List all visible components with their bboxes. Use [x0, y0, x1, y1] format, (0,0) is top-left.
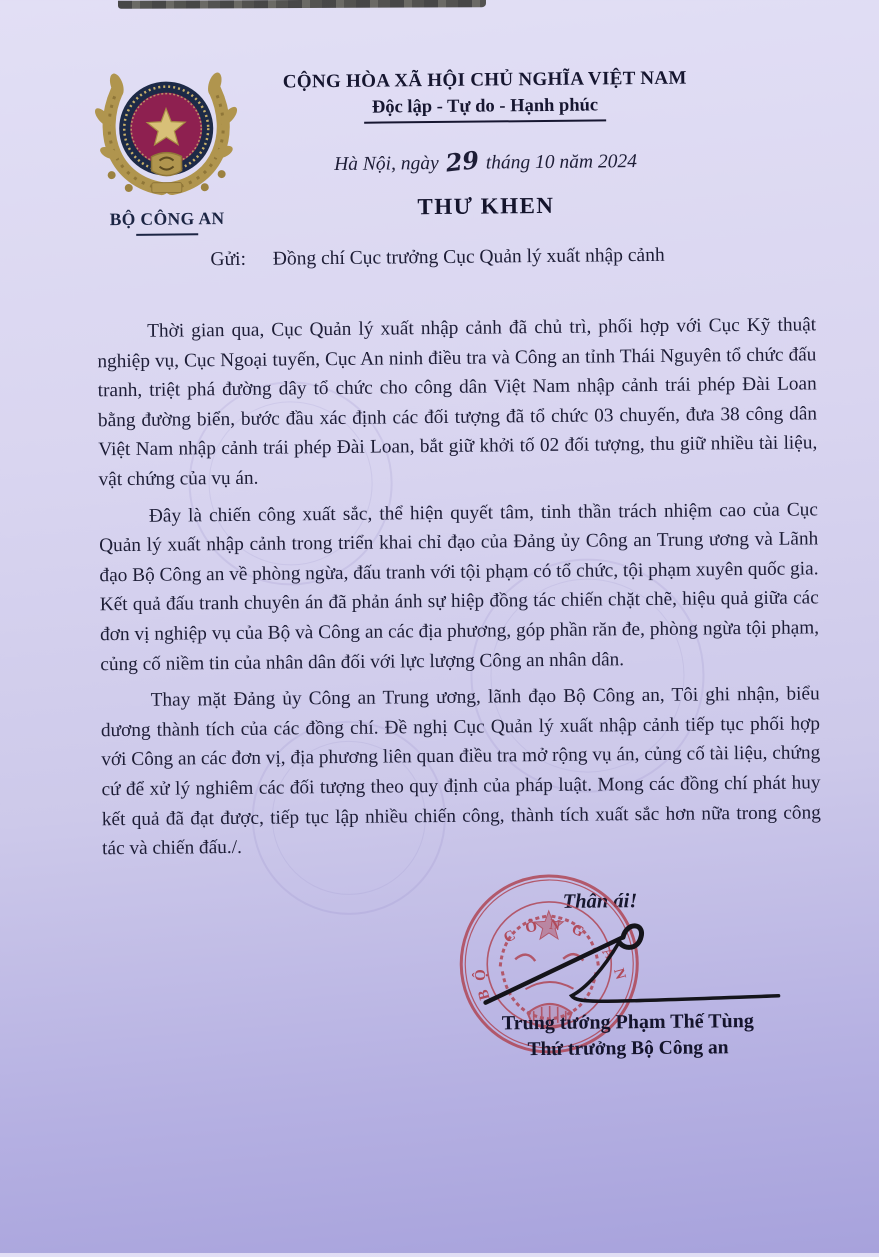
document-title: THƯ KHEN	[417, 192, 555, 220]
recipient-label: Gửi:	[210, 248, 247, 271]
ministry-emblem-block	[81, 56, 253, 237]
handwritten-day: 29	[444, 144, 481, 178]
national-header	[245, 67, 725, 125]
seal-text-left: BỘ	[472, 961, 494, 1002]
ministry-emblem-icon	[81, 56, 252, 203]
ministry-underline	[136, 233, 198, 236]
recipient-value: Đồng chí Cục trưởng Cục Quản lý xuất nhập cảnh	[272, 244, 665, 270]
date-line	[245, 143, 725, 177]
recipient-line	[210, 245, 664, 271]
date-prefix: Hà Nội, ngày	[334, 152, 439, 175]
signer-block	[456, 1010, 800, 1062]
paragraph-1: Thời gian qua, Cục Quản lý xuất nhập cảnh đã chủ trì, phối hợp với Cục Kỹ thuật nghiệp vụ, Cục Ngoại tuyến, Cục An ninh điều tra và Công an tỉnh Thái Nguyên tổ chức đấu tranh, triệt phá đường dây tổ chức cho công dân Việt Nam nhập cảnh trái phép Đài Loan bằng đường biển, bước đầu xác định các đối tượng đã tổ chức 03 chuyến, đưa 38 công dân Việt Nam nhập cảnh trái phép Đài Loan, bắt giữ khởi tố 02 đối tượng, thu giữ nhiều tài liệu, vật chứng của vụ án.	[97, 314, 818, 491]
ministry-name: BỘ CÔNG AN	[109, 208, 225, 230]
paragraph-2: Đây là chiến công xuất sắc, thể hiện quyết tâm, tinh thần trách nhiệm cao của Cục Quản lý xuất nhập cảnh trong triển khai chỉ đạo của Đảng ủy Công an Trung ương và Lãnh đạo Bộ Công an về phòng ngừa, đấu tranh với tội phạm có tổ chức, tội phạm xuyên quốc gia. Kết quả đấu tranh chuyên án đã phản ánh sự hiệp đồng tác chiến chặt chẽ, hiệu quả giữa các đơn vị nghiệp vụ của Bộ và Công an các địa phương, góp phần răn đe, phòng ngừa tội phạm, củng cố niềm tin của nhân dân đối với lực lượng Công an nhân dân.	[99, 498, 820, 675]
national-motto-line1: CỘNG HÒA XÃ HỘI CHỦ NGHĨA VIỆT NAM	[282, 67, 687, 93]
letter-body	[97, 310, 821, 871]
seal-text-top: CÔNG AN	[501, 916, 632, 992]
signer-rank-name: Trung tướng Phạm Thế Tùng	[501, 1010, 754, 1035]
national-motto-line2: Độc lập - Tự do - Hạnh phúc	[364, 95, 606, 123]
signature-ink	[443, 891, 814, 1025]
signer-title: Thứ trưởng Bộ Công an	[527, 1037, 729, 1061]
paragraph-3: Thay mặt Đảng ủy Công an Trung ương, lãnh đạo Bộ Công an, Tôi ghi nhận, biểu dương thành tích của các đồng chí. Đề nghị Cục Quản lý xuất nhập cảnh tiếp tục phối hợp với Công an các đơn vị, địa phương liên quan điều tra mở rộng vụ án, củng cố tài liệu, chứng cứ để xử lý nghiêm các đối tượng theo quy định của pháp luật. Mong các đồng chí phát huy kết quả đã đạt được, tiếp tục lập nhiều chiến công, thành tích xuất sắc hơn nữa trong công tác và chiến đấu./.	[100, 683, 821, 860]
salutation: Thân ái!	[562, 890, 638, 913]
date-suffix: tháng 10 năm 2024	[485, 151, 638, 174]
